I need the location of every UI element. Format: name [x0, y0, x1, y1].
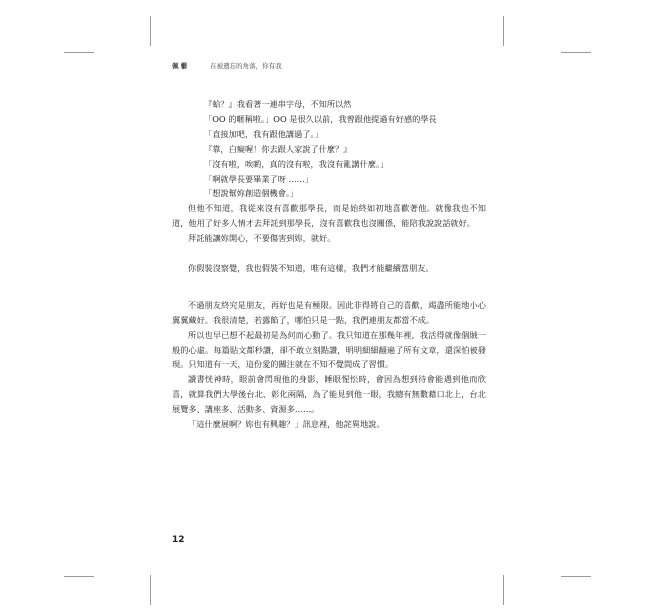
crop-mark-bottom-left-h: [64, 576, 94, 577]
paragraph: 「沒有啦，唉喲，真的沒有啦，我沒有亂講什麼。」: [204, 158, 389, 169]
header-title: 在被遺忘的角落，你有我: [210, 62, 282, 70]
paragraph: 『蛤？』我看著一連串字母，不知所以然: [204, 99, 352, 109]
paragraph: 「這什麼展啊？妳也有興趣？」訊息裡，他詫異地說。: [188, 419, 385, 430]
paragraph: 「直接加吧，我有跟他講過了。」: [204, 128, 323, 139]
paragraph: 所以也早已想不起最初是為何而心動了。我只知道在那幾年裡，我活得就像個賊一般的心虛。每篇貼文都秒讚，卻不敢立刻點讚，明明細細翻遍了所有文章，還深怕被發現。只知道有一天，這份愛的關注就在不知不覺間成了習慣。: [172, 329, 486, 370]
paragraph: 「啊就學長要畢業了呀 ……」: [204, 173, 314, 184]
crop-mark-bottom-right-h: [561, 576, 591, 577]
paragraph: 『靠，白癡喔！你去跟人家說了什麼？』: [204, 143, 352, 154]
running-header: [172, 61, 282, 70]
crop-mark-top-left-h: [64, 52, 94, 53]
paragraph: 但他不知道，我從來沒有喜歡那學長，而是始終如初地喜歡著他。就像我也不知道，他用了好多人情才去拜託到那學長，沒有喜歡我也沒關係，能陪我說說話就好。: [172, 203, 486, 229]
header-author: 佩 藝: [172, 62, 188, 70]
body-text: [172, 97, 486, 432]
crop-mark-top-left-v: [150, 16, 151, 46]
paragraph: 「OO 的暱稱啦。」OO 是很久以前，我曾跟他提過有好感的學長: [204, 113, 437, 124]
crop-mark-bottom-left-v: [150, 575, 151, 605]
paragraph: 拜託能讓妳開心，不要傷害到妳，就好。: [188, 233, 336, 244]
crop-mark-bottom-right-v: [503, 575, 504, 605]
crop-mark-top-right-v: [503, 16, 504, 46]
paragraph: 你假裝沒察覺，我也假裝不知道，唯有這樣，我們才能繼續當朋友。: [188, 262, 434, 273]
paragraph: 讀書恍神時，眼前會閃現他的身影，睡眼惺忪時，會因為想到待會能遇到他而欣喜，就算我們大學後台北、彰化兩隔，為了能見到他一眼，我總有無數藉口北上，台北展覽多、講座多、活動多、資源多……。: [172, 374, 486, 415]
page-number: 12: [172, 535, 185, 545]
paragraph: 「想說幫妳創造個機會。」: [204, 188, 299, 199]
crop-mark-top-right-h: [561, 52, 591, 53]
paragraph: 不過朋友終究是朋友，再好也是有極限。因此非得將自己的喜歡，竭盡所能地小心翼翼藏好。我很清楚，若露餡了，哪怕只是一點，我們連朋友都當不成。: [172, 299, 486, 325]
